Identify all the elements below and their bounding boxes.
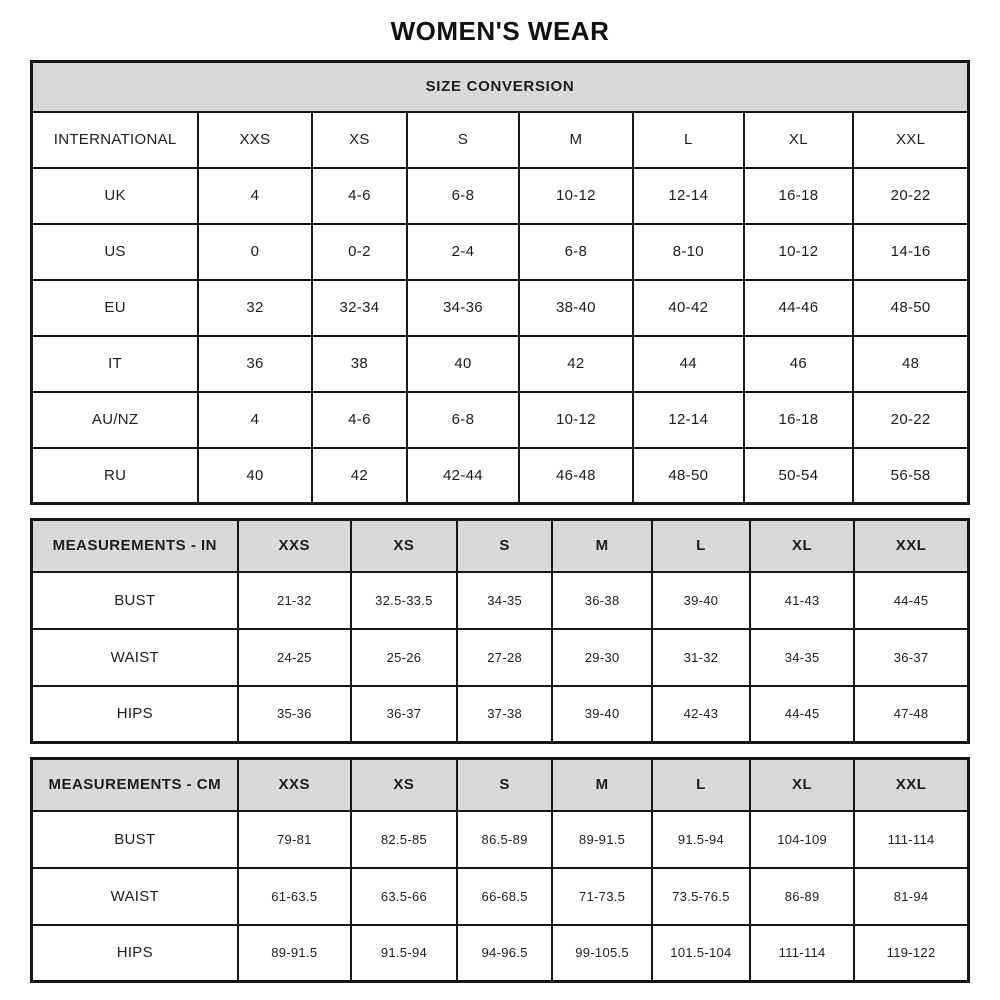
column-header: L	[633, 112, 744, 168]
column-header: XXS	[238, 759, 351, 811]
size-value: 20-22	[853, 168, 968, 224]
measurement-value: 31-32	[652, 629, 750, 686]
measurement-value: 63.5-66	[351, 868, 457, 925]
measurement-value: 99-105.5	[552, 925, 651, 982]
row-label: WAIST	[32, 868, 238, 925]
size-value: 42-44	[407, 448, 519, 504]
size-value: 32	[198, 280, 311, 336]
measurement-value: 89-91.5	[238, 925, 351, 982]
column-header: M	[519, 112, 633, 168]
size-conversion-table	[30, 60, 970, 505]
table-row	[32, 811, 969, 868]
table-row	[32, 629, 969, 686]
table-row	[32, 572, 969, 629]
size-value: 46-48	[519, 448, 633, 504]
measurement-value: 66-68.5	[457, 868, 553, 925]
column-header: XL	[750, 520, 854, 572]
size-value: 20-22	[853, 392, 968, 448]
measurement-value: 24-25	[238, 629, 351, 686]
measurements-cm-table	[30, 757, 970, 983]
measurement-value: 39-40	[552, 686, 651, 743]
measurement-value: 82.5-85	[351, 811, 457, 868]
table-row	[32, 336, 969, 392]
size-value: 0-2	[312, 224, 408, 280]
measurement-value: 104-109	[750, 811, 854, 868]
size-value: 36	[198, 336, 311, 392]
measurement-value: 71-73.5	[552, 868, 651, 925]
measurement-value: 37-38	[457, 686, 553, 743]
size-value: 4	[198, 392, 311, 448]
size-value: 6-8	[407, 168, 519, 224]
column-header-row	[32, 759, 969, 811]
size-value: 4-6	[312, 168, 408, 224]
column-header: M	[552, 520, 651, 572]
measurement-value: 111-114	[854, 811, 968, 868]
measurement-value: 44-45	[750, 686, 854, 743]
size-value: 42	[312, 448, 408, 504]
size-value: 16-18	[744, 168, 854, 224]
measurement-value: 42-43	[652, 686, 750, 743]
size-value: 48	[853, 336, 968, 392]
measurement-value: 36-38	[552, 572, 651, 629]
size-value: 14-16	[853, 224, 968, 280]
column-header: L	[652, 759, 750, 811]
column-header-row	[32, 520, 969, 572]
column-header: XS	[351, 759, 457, 811]
size-value: 40	[407, 336, 519, 392]
measurement-value: 44-45	[854, 572, 968, 629]
size-value: 4-6	[312, 392, 408, 448]
column-header: XXS	[198, 112, 311, 168]
size-value: 8-10	[633, 224, 744, 280]
measurement-value: 101.5-104	[652, 925, 750, 982]
measurements-in-table	[30, 518, 970, 744]
size-conversion-header: SIZE CONVERSION	[32, 62, 969, 112]
size-value: 4	[198, 168, 311, 224]
column-header: INTERNATIONAL	[32, 112, 199, 168]
size-value: 44-46	[744, 280, 854, 336]
measurement-value: 29-30	[552, 629, 651, 686]
row-label: BUST	[32, 811, 238, 868]
measurements-cm-header: MEASUREMENTS - CM	[32, 759, 238, 811]
column-header: XS	[351, 520, 457, 572]
column-header: XXL	[854, 520, 968, 572]
size-value: 32-34	[312, 280, 408, 336]
measurement-value: 21-32	[238, 572, 351, 629]
size-value: 38-40	[519, 280, 633, 336]
size-value: 38	[312, 336, 408, 392]
size-value: 10-12	[744, 224, 854, 280]
measurement-value: 91.5-94	[652, 811, 750, 868]
measurement-value: 61-63.5	[238, 868, 351, 925]
table-row	[32, 448, 969, 504]
table-title-row	[32, 62, 969, 112]
size-value: 16-18	[744, 392, 854, 448]
size-value: 40-42	[633, 280, 744, 336]
measurement-value: 41-43	[750, 572, 854, 629]
size-value: 44	[633, 336, 744, 392]
measurement-value: 36-37	[854, 629, 968, 686]
size-value: 6-8	[519, 224, 633, 280]
column-header: XXL	[854, 759, 968, 811]
size-value: 10-12	[519, 392, 633, 448]
column-header: S	[457, 520, 553, 572]
page-title: WOMEN'S WEAR	[390, 16, 610, 46]
table-row	[32, 224, 969, 280]
measurement-value: 47-48	[854, 686, 968, 743]
size-value: 42	[519, 336, 633, 392]
measurement-value: 27-28	[457, 629, 553, 686]
table-row	[32, 280, 969, 336]
table-row	[32, 392, 969, 448]
row-label: HIPS	[32, 686, 238, 743]
measurement-value: 89-91.5	[552, 811, 651, 868]
column-header: XS	[312, 112, 408, 168]
row-label: BUST	[32, 572, 238, 629]
row-label: HIPS	[32, 925, 238, 982]
measurement-value: 79-81	[238, 811, 351, 868]
size-value: 6-8	[407, 392, 519, 448]
row-label: UK	[32, 168, 199, 224]
measurements-in-header: MEASUREMENTS - IN	[32, 520, 238, 572]
column-header: M	[552, 759, 651, 811]
row-label: EU	[32, 280, 199, 336]
size-value: 48-50	[853, 280, 968, 336]
measurement-value: 91.5-94	[351, 925, 457, 982]
table-row	[32, 686, 969, 743]
column-header: XXS	[238, 520, 351, 572]
column-header: XXL	[853, 112, 968, 168]
column-header: XL	[750, 759, 854, 811]
size-value: 40	[198, 448, 311, 504]
size-value: 10-12	[519, 168, 633, 224]
measurement-value: 86-89	[750, 868, 854, 925]
row-label: US	[32, 224, 199, 280]
table-row	[32, 868, 969, 925]
row-label: AU/NZ	[32, 392, 199, 448]
measurement-value: 119-122	[854, 925, 968, 982]
column-header-row	[32, 112, 969, 168]
column-header: L	[652, 520, 750, 572]
table-row	[32, 168, 969, 224]
measurement-value: 73.5-76.5	[652, 868, 750, 925]
measurement-value: 94-96.5	[457, 925, 553, 982]
size-value: 12-14	[633, 392, 744, 448]
measurement-value: 35-36	[238, 686, 351, 743]
size-value: 46	[744, 336, 854, 392]
size-value: 48-50	[633, 448, 744, 504]
size-value: 34-36	[407, 280, 519, 336]
column-header: XL	[744, 112, 854, 168]
measurement-value: 25-26	[351, 629, 457, 686]
row-label: RU	[32, 448, 199, 504]
size-value: 2-4	[407, 224, 519, 280]
measurement-value: 34-35	[457, 572, 553, 629]
measurement-value: 34-35	[750, 629, 854, 686]
measurement-value: 81-94	[854, 868, 968, 925]
measurement-value: 86.5-89	[457, 811, 553, 868]
table-row	[32, 925, 969, 982]
column-header: S	[407, 112, 519, 168]
row-label: WAIST	[32, 629, 238, 686]
size-value: 56-58	[853, 448, 968, 504]
column-header: S	[457, 759, 553, 811]
measurement-value: 32.5-33.5	[351, 572, 457, 629]
size-value: 12-14	[633, 168, 744, 224]
size-value: 50-54	[744, 448, 854, 504]
measurement-value: 39-40	[652, 572, 750, 629]
measurement-value: 111-114	[750, 925, 854, 982]
size-value: 0	[198, 224, 311, 280]
row-label: IT	[32, 336, 199, 392]
measurement-value: 36-37	[351, 686, 457, 743]
